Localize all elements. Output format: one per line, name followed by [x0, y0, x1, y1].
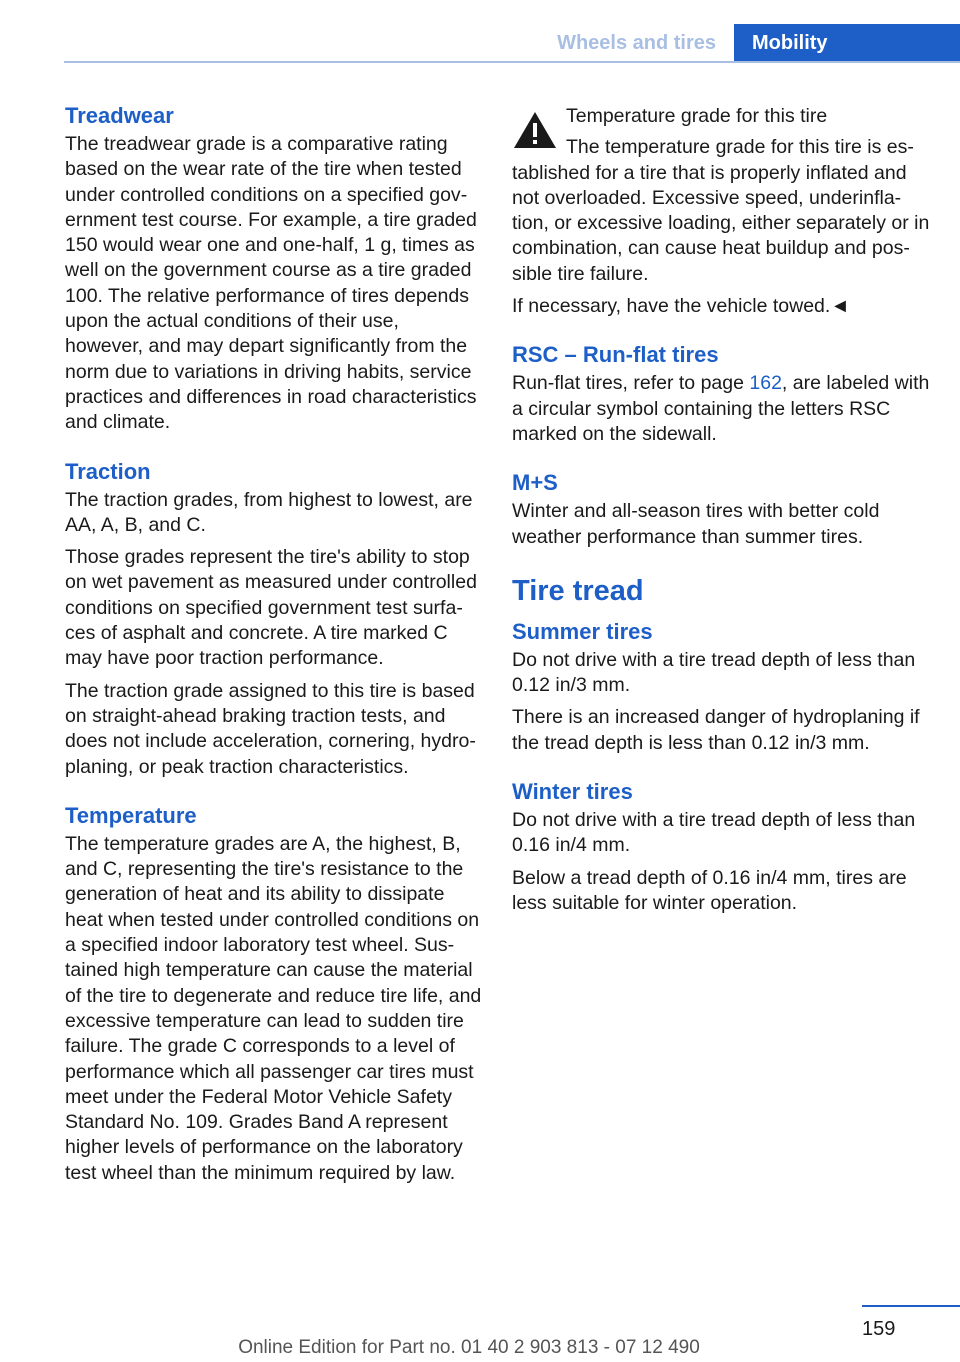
edition-footer — [0, 1337, 960, 1359]
traction-heading: Traction — [65, 458, 151, 484]
ms-heading: M+S — [512, 470, 558, 496]
treadwear-section — [65, 100, 482, 436]
page-162-link[interactable]: 162 — [749, 372, 782, 395]
right-column — [512, 100, 930, 936]
winter-tires-section — [512, 776, 930, 916]
left-column — [65, 100, 482, 1206]
warning-text: The temperature grade for this tire is established for a tire that is properly inflated and not overloaded. Excessive speed, underinflation, or excessive loading, either separately or in combination, can cause heat buildup and possible tire failure. — [512, 136, 930, 285]
warning-towed: If necessary, have the vehicle towed.◄ — [512, 295, 850, 318]
warning-triangle-icon — [512, 110, 558, 150]
edition-text: Online Edition for Part no. 01 40 2 903 813 - 07 12 490 — [238, 1337, 700, 1358]
page-number-rule — [862, 1305, 960, 1307]
traction-paragraph-2: Those grades represent the tire's ability to stop on wet pavement as measured under controlled conditions on specified government test surfaces of asphalt and concrete. A tire marked C may have poor traction performance. — [65, 546, 477, 670]
tire-tread-section — [512, 570, 930, 916]
summer-tires-heading: Summer tires — [512, 618, 653, 644]
winter-tires-paragraph-2: Below a tread depth of 0.16 in/4 mm, tires are less suitable for winter operation. — [512, 866, 907, 914]
temperature-heading: Temperature — [65, 802, 197, 828]
tire-tread-heading: Tire tread — [512, 574, 644, 607]
rsc-text-before: Run-flat tires, refer to page — [512, 372, 750, 395]
warning-box — [512, 100, 930, 319]
summer-tires-paragraph-2: There is an increased danger of hydroplaning if the tread depth is less than 0.12 in/3 mm. — [512, 706, 920, 754]
temperature-section — [65, 800, 482, 1186]
summer-tires-section — [512, 616, 930, 756]
temperature-text: The temperature grades are A, the highest, B, and C, representing the tire's resistance to the generation of heat and its ability to dissipate heat when tested under controlled conditions on a specified indoor laboratory test wheel. Sustained high temperature can cause the material of the tire to degenerate and reduce tire life, and excessive temperature can lead to sudden tire failure. The grade C corresponds to a level of performance which all passenger car tires must meet under the Federal Motor Vehicle Safety Standard No. 109. Grades Band A represent higher levels of performance on the laboratory test wheel than the minimum required by law. — [65, 832, 482, 1184]
page-number: 159 — [862, 1318, 896, 1340]
winter-tires-paragraph-1: Do not drive with a tire tread depth of less than 0.16 in/4 mm. — [512, 809, 916, 857]
treadwear-heading: Treadwear — [65, 103, 174, 128]
winter-tires-heading: Winter tires — [512, 779, 633, 805]
header-tabs — [539, 24, 960, 62]
rsc-heading: RSC – Run-flat tires — [512, 342, 719, 368]
ms-text: Winter and all-season tires with better cold weather performance than summer tires. — [512, 500, 880, 548]
traction-paragraph-3: The traction grade assigned to this tire is based on straight-ahead braking traction tests, and does not include acceleration, cornering, hydroplaning, or peak traction characteristics. — [65, 679, 476, 778]
tab-mobility[interactable]: Mobility — [734, 24, 960, 62]
ms-section — [512, 467, 930, 550]
header-divider — [64, 61, 960, 63]
tab-wheels-and-tires[interactable]: Wheels and tires — [557, 32, 716, 54]
traction-section — [65, 456, 482, 780]
rsc-text — [512, 371, 930, 447]
treadwear-text: The treadwear grade is a comparative rating based on the wear rate of the tire when tested under controlled conditions on a specified government test course. For example, a tire graded 150 would wear one and one-half, 1 g, times as well on the government course as a tire graded 100. The relative performance of tires depends upon the actual conditions of their use, however, and may depart significantly from the norm due to variations in driving habits, service practices and differences in road characteristics and climate. — [65, 133, 477, 434]
summer-tires-paragraph-1: Do not drive with a tire tread depth of less than 0.12 in/3 mm. — [512, 648, 916, 697]
rsc-text-after: , are labeled with a circular symbol containing the letters RSC marked on the sidewall. — [512, 372, 930, 445]
rsc-section — [512, 339, 930, 447]
warning-title: Temperature grade for this tire — [566, 105, 828, 127]
traction-paragraph-1: The traction grades, from highest to lowest, are AA, A, B, and C. — [65, 488, 473, 536]
